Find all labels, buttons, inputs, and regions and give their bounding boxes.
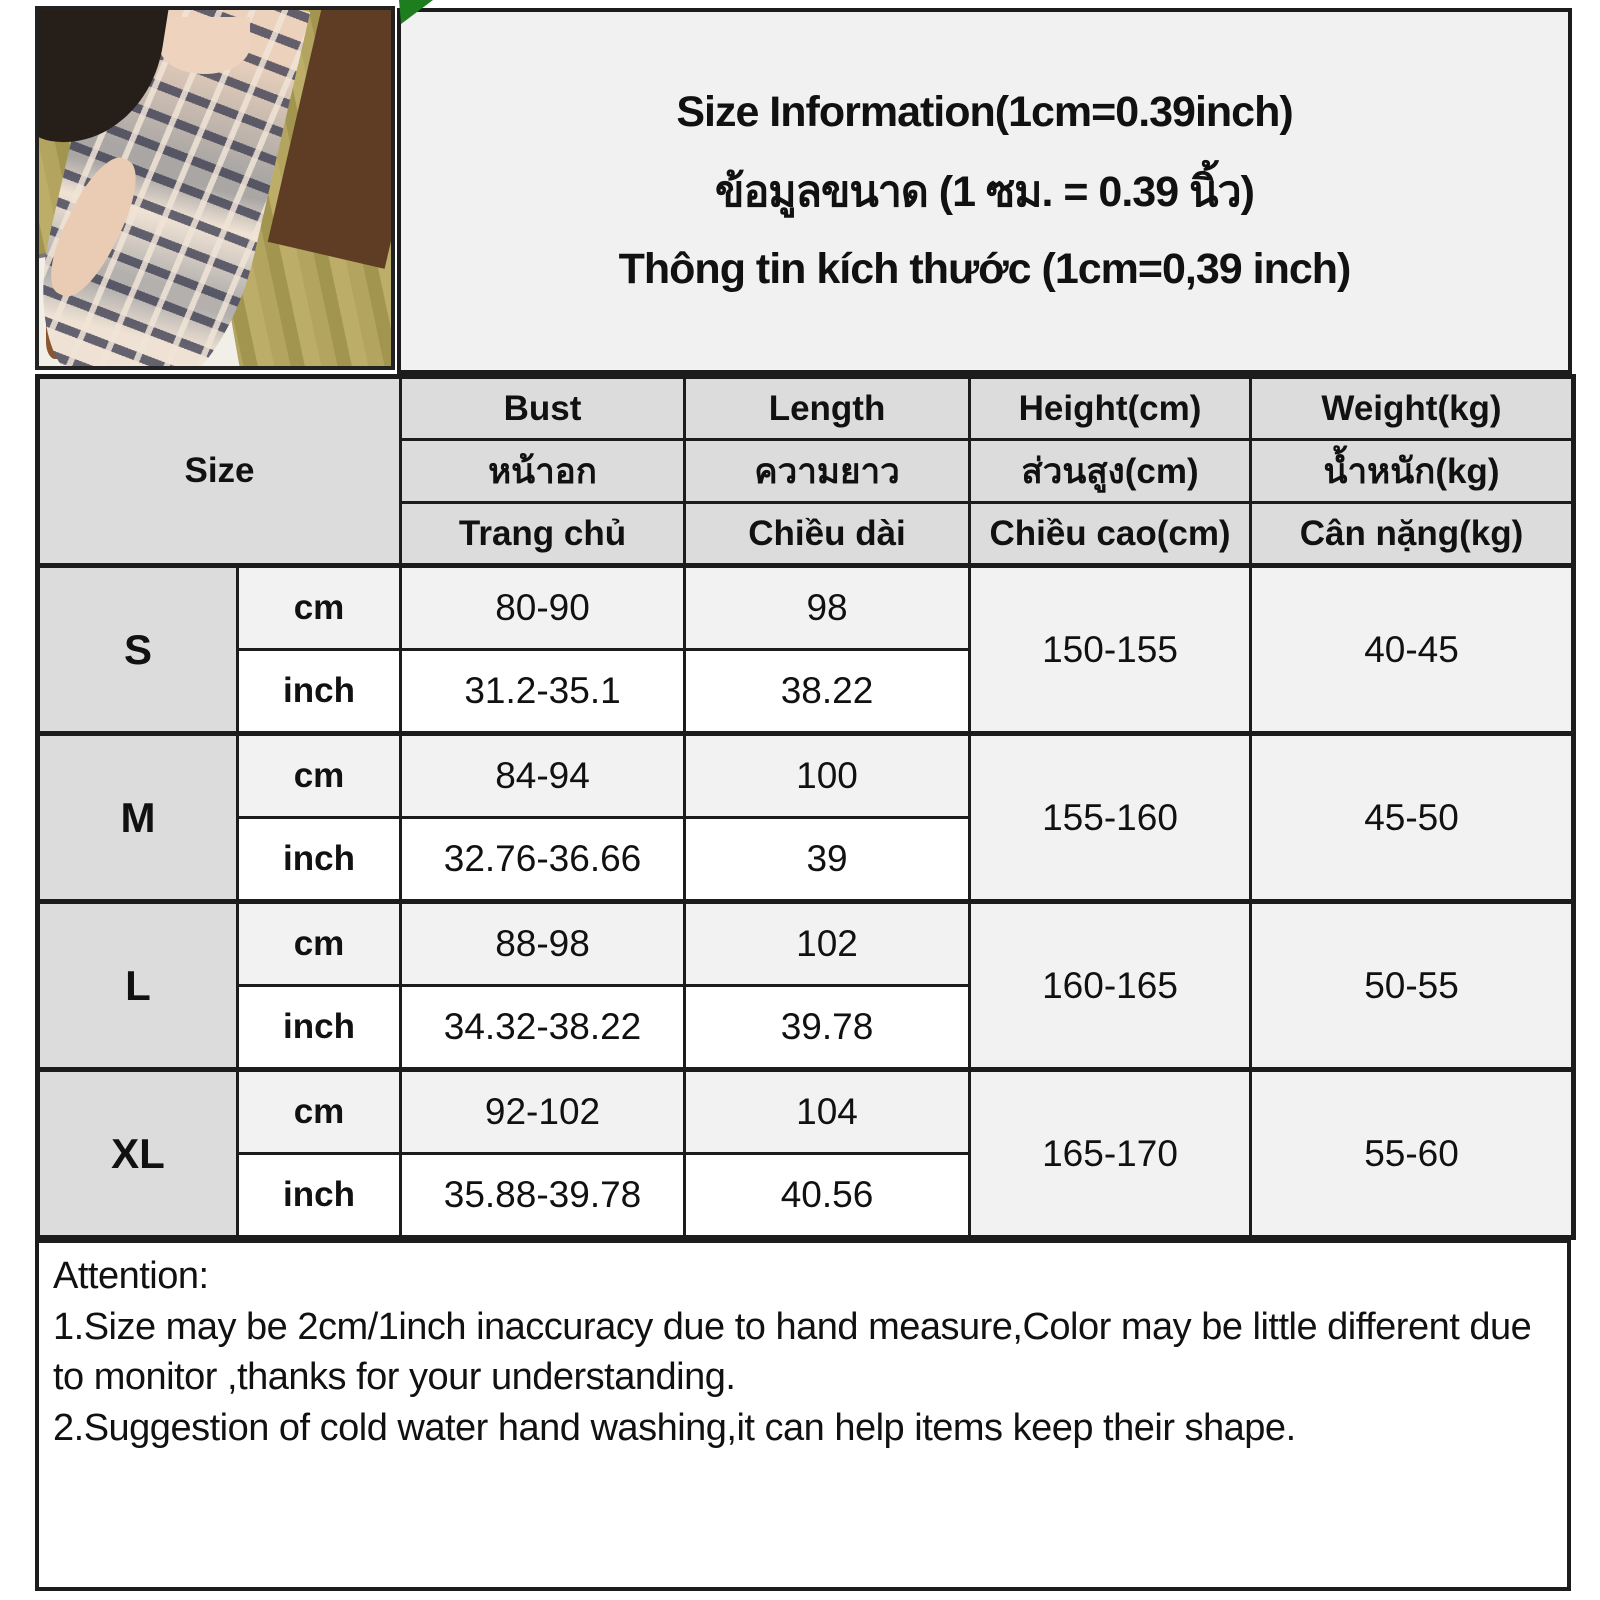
title-box bbox=[397, 8, 1572, 374]
bust-inch-value: 32.76-36.66 bbox=[401, 818, 685, 902]
unit-cm: cm bbox=[238, 566, 401, 650]
size-label-xl: XL bbox=[38, 1070, 238, 1238]
unit-cm: cm bbox=[238, 734, 401, 818]
bust-inch-value: 31.2-35.1 bbox=[401, 650, 685, 734]
table-row bbox=[38, 566, 1574, 650]
title-english: Size Information(1cm=0.39inch) bbox=[676, 88, 1293, 136]
header-row-english bbox=[38, 377, 1574, 440]
col-header-weight-en: Weight(kg) bbox=[1251, 377, 1574, 440]
table-row bbox=[38, 902, 1574, 986]
unit-inch: inch bbox=[238, 1154, 401, 1238]
weight-value: 45-50 bbox=[1251, 734, 1574, 902]
unit-inch: inch bbox=[238, 986, 401, 1070]
title-vietnamese: Thông tin kích thước (1cm=0,39 inch) bbox=[618, 245, 1351, 293]
bust-cm-value: 80-90 bbox=[401, 566, 685, 650]
bust-cm-value: 88-98 bbox=[401, 902, 685, 986]
bust-cm-value: 92-102 bbox=[401, 1070, 685, 1154]
col-header-length-th: ความยาว bbox=[685, 440, 970, 503]
col-header-weight-vi: Cân nặng(kg) bbox=[1251, 503, 1574, 566]
attention-note-2: 2.Suggestion of cold water hand washing,it can help items keep their shape. bbox=[53, 1406, 1296, 1449]
height-value: 165-170 bbox=[970, 1070, 1251, 1238]
table-row bbox=[38, 734, 1574, 818]
col-header-length-en: Length bbox=[685, 377, 970, 440]
col-header-bust-th: หน้าอก bbox=[401, 440, 685, 503]
product-photo bbox=[35, 6, 395, 370]
length-cm-value: 100 bbox=[685, 734, 970, 818]
weight-value: 40-45 bbox=[1251, 566, 1574, 734]
height-value: 160-165 bbox=[970, 902, 1251, 1070]
length-inch-value: 40.56 bbox=[685, 1154, 970, 1238]
height-value: 155-160 bbox=[970, 734, 1251, 902]
col-header-bust-vi: Trang chủ bbox=[401, 503, 685, 566]
length-cm-value: 104 bbox=[685, 1070, 970, 1154]
length-inch-value: 39 bbox=[685, 818, 970, 902]
length-inch-value: 38.22 bbox=[685, 650, 970, 734]
table-row bbox=[38, 1070, 1574, 1154]
length-cm-value: 102 bbox=[685, 902, 970, 986]
col-header-height-en: Height(cm) bbox=[970, 377, 1251, 440]
col-header-length-vi: Chiều dài bbox=[685, 503, 970, 566]
size-label-l: L bbox=[38, 902, 238, 1070]
bust-inch-value: 34.32-38.22 bbox=[401, 986, 685, 1070]
col-header-weight-th: น้ำหนัก(kg) bbox=[1251, 440, 1574, 503]
bust-inch-value: 35.88-39.78 bbox=[401, 1154, 685, 1238]
size-label-s: S bbox=[38, 566, 238, 734]
length-cm-value: 98 bbox=[685, 566, 970, 650]
weight-value: 50-55 bbox=[1251, 902, 1574, 1070]
title-thai: ข้อมูลขนาด (1 ซม. = 0.39 นิ้ว) bbox=[715, 168, 1254, 216]
unit-cm: cm bbox=[238, 1070, 401, 1154]
bust-cm-value: 84-94 bbox=[401, 734, 685, 818]
attention-note-1: 1.Size may be 2cm/1inch inaccuracy due to hand measure,Color may be little different due to monitor ,thanks for your understanding. bbox=[53, 1305, 1532, 1399]
attention-box bbox=[35, 1239, 1571, 1591]
unit-cm: cm bbox=[238, 902, 401, 986]
unit-inch: inch bbox=[238, 818, 401, 902]
attention-heading: Attention: bbox=[53, 1255, 209, 1297]
length-inch-value: 39.78 bbox=[685, 986, 970, 1070]
col-header-height-th: ส่วนสูง(cm) bbox=[970, 440, 1251, 503]
unit-inch: inch bbox=[238, 650, 401, 734]
size-label-m: M bbox=[38, 734, 238, 902]
model-neck bbox=[159, 17, 251, 74]
size-corner-header: Size bbox=[38, 377, 401, 566]
col-header-height-vi: Chiều cao(cm) bbox=[970, 503, 1251, 566]
weight-value: 55-60 bbox=[1251, 1070, 1574, 1238]
size-table bbox=[35, 374, 1576, 1240]
col-header-bust-en: Bust bbox=[401, 377, 685, 440]
height-value: 150-155 bbox=[970, 566, 1251, 734]
